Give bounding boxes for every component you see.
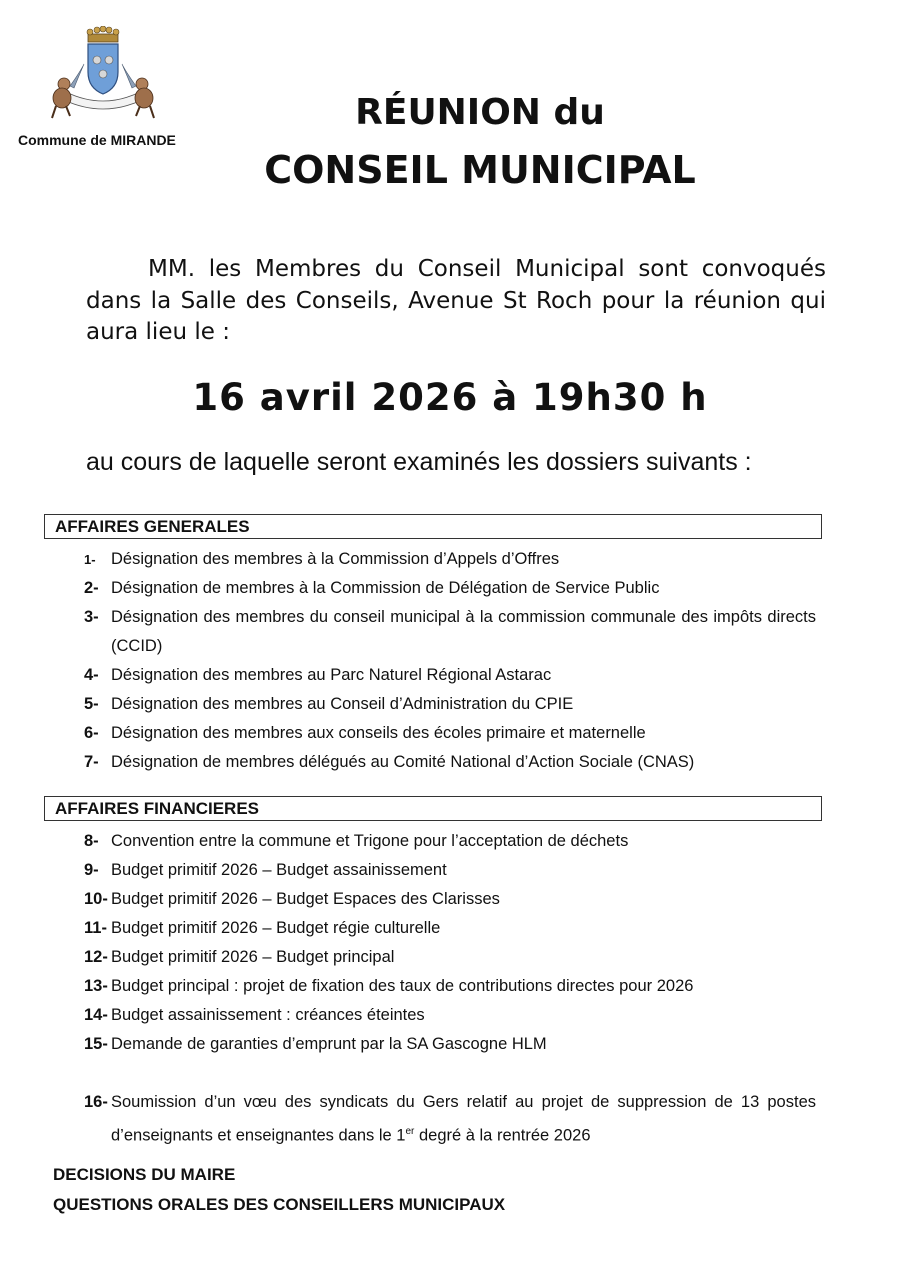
agenda-item [84,1030,816,1059]
item-text: Désignation de membres délégués au Comité National d’Action Sociale (CNAS) [111,753,695,771]
agenda-item [84,856,816,885]
item-text: Désignation de membres à la Commission de Délégation de Service Public [111,579,660,597]
item-text: Convention entre la commune et Trigone pour l’acceptation de déchets [111,832,629,850]
item-number: 12- [84,948,108,966]
agenda-item [84,914,816,943]
item-text: Désignation des membres au Parc Naturel Régional Astarac [111,666,552,684]
meeting-date: 16 avril 2026 à 19h30 h [192,376,708,419]
item-number: 15- [84,1035,108,1053]
item-number: 6- [84,724,99,742]
item-text: Désignation des membres aux conseils des écoles primaire et maternelle [111,724,646,742]
item-number: 7- [84,753,99,771]
item-text: Demande de garanties d’emprunt par la SA Gascogne HLM [111,1035,547,1053]
item-text: Budget primitif 2026 – Budget principal [111,948,395,966]
item-number: 2- [84,579,99,597]
item-text-end: degré à la rentrée 2026 [414,1126,591,1145]
coat-of-arms-logo [44,26,162,122]
item-number: 13- [84,977,108,995]
item-number: 10- [84,890,108,908]
section-header-affaires-financieres: AFFAIRES FINANCIERES [44,796,822,821]
agenda-lead: au cours de laquelle seront examinés les dossiers suivants : [86,448,752,476]
item-text: Désignation des membres au Conseil d’Administration du CPIE [111,695,574,713]
agenda-list-financieres [84,827,816,1151]
agenda-item [84,943,816,972]
agenda-item [84,603,816,661]
item-number: 11- [84,919,107,937]
agenda-item [84,690,816,719]
item-text: Budget principal : projet de fixation des taux de contributions directes pour 2026 [111,977,694,995]
item-text: Budget primitif 2026 – Budget régie culturelle [111,919,441,937]
decisions-du-maire: DECISIONS DU MAIRE [53,1165,236,1184]
convocation-text: MM. les Membres du Conseil Municipal sont convoqués dans la Salle des Conseils, Avenue St Roch pour la réunion qui aura lieu le : [86,256,826,345]
item-number: 14- [84,1006,108,1024]
page-title-line1: RÉUNION du [355,92,605,133]
item-number: 8- [84,832,99,850]
item-number: 9- [84,861,99,879]
item-number: 16- [84,1093,108,1111]
agenda-item [84,827,816,856]
agenda-item [84,719,816,748]
agenda-item [84,885,816,914]
item-number: 4- [84,666,99,684]
closing-items [53,1160,505,1220]
convocation-paragraph [86,254,826,349]
agenda-item [84,574,816,603]
page-title-line2: CONSEIL MUNICIPAL [264,148,696,192]
item-number: 1- [84,552,96,567]
agenda-list-generales [84,545,816,777]
agenda-item [84,748,816,777]
item-text: Désignation des membres à la Commission d’Appels d’Offres [111,550,560,568]
agenda-item [84,972,816,1001]
item-text: Budget primitif 2026 – Budget assainissement [111,861,447,879]
item-superscript: er [405,1126,415,1137]
section-header-affaires-generales: AFFAIRES GENERALES [44,514,822,539]
item-number: 5- [84,695,99,713]
agenda-item [84,1001,816,1030]
commune-name: Commune de MIRANDE [18,132,176,148]
agenda-item [84,1088,816,1151]
item-text: Désignation des membres du conseil municipal à la commission communale des impôts directs (CCID) [111,608,816,655]
item-text: Soumission d’un vœu des syndicats du Gers relatif au projet de suppression de 13 postes d’enseignants et enseignantes dans le 1 [111,1093,816,1145]
agenda-item [84,661,816,690]
agenda-item [84,545,816,574]
item-number: 3- [84,608,99,626]
item-text: Budget assainissement : créances éteintes [111,1006,425,1024]
questions-orales: QUESTIONS ORALES DES CONSEILLERS MUNICIPAUX [53,1195,506,1214]
item-text: Budget primitif 2026 – Budget Espaces des Clarisses [111,890,500,908]
